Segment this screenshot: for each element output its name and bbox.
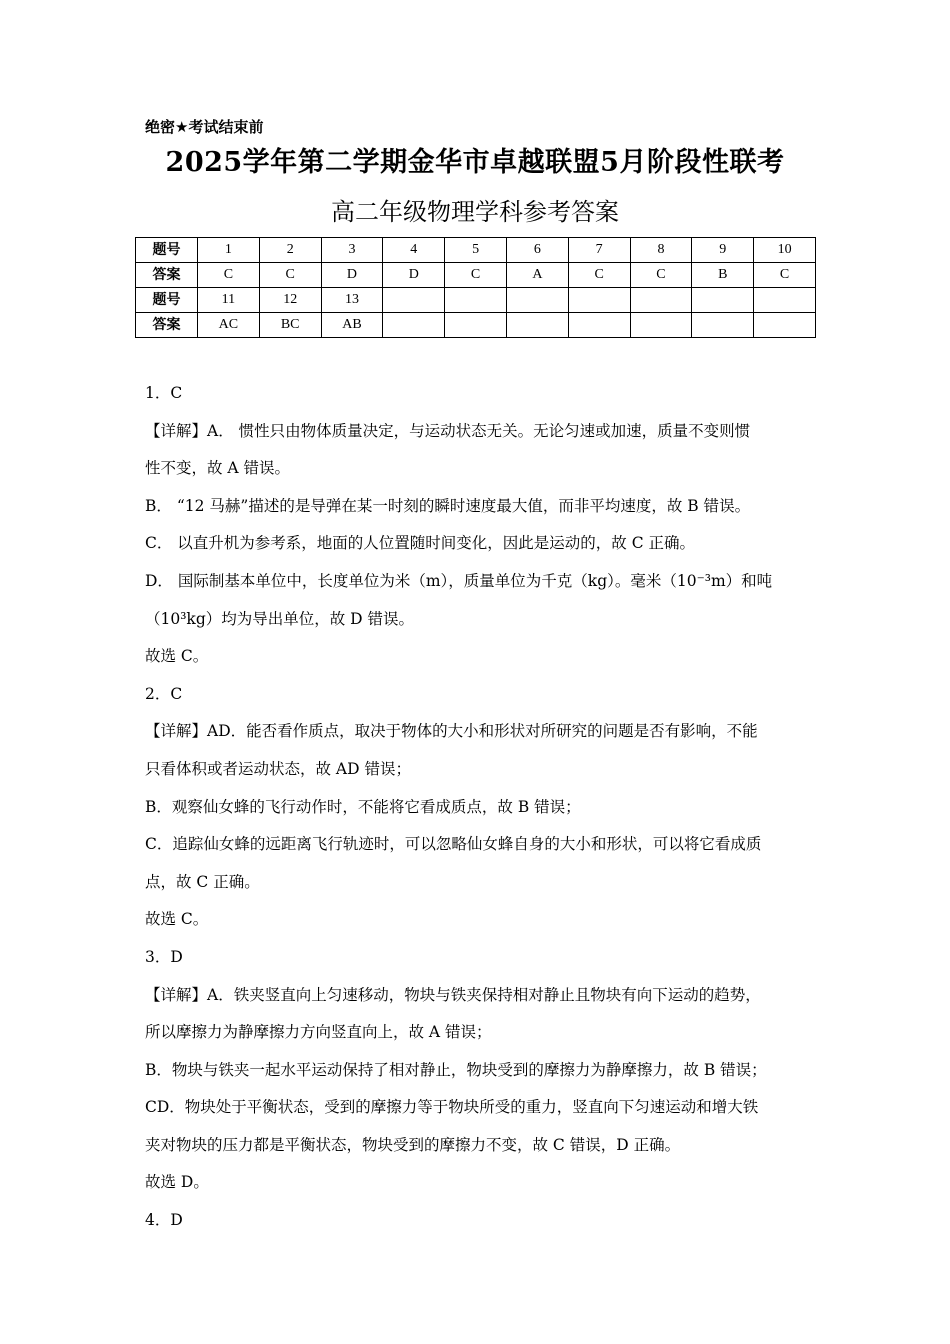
table-cell: C — [198, 263, 260, 288]
table-cell: 13 — [321, 288, 383, 313]
table-cell — [568, 288, 630, 313]
answer-row — [136, 263, 816, 288]
explanation-line: B． “12 马赫”描述的是导弹在某一时刻的瞬时速度最大值，而非平均速度，故 B 错误。 — [145, 496, 751, 515]
explanation-line: 【详解】A．铁夹竖直向上匀速移动，物块与铁夹保持相对静止且物块有向下运动的趋势， — [145, 985, 761, 1004]
row-header-cell: 题号 — [136, 288, 198, 313]
table-cell: 8 — [630, 238, 692, 263]
explanation-body — [145, 375, 807, 1240]
explanation-line: 性不变，故 A 错误。 — [145, 459, 291, 478]
table-cell: C — [754, 263, 816, 288]
secret-label: 绝密★考试结束前 — [145, 118, 264, 136]
explanation-line: 故选 C。 — [145, 910, 209, 929]
table-cell — [692, 313, 754, 338]
table-cell: 2 — [259, 238, 321, 263]
page-title: 2025学年第二学期金华市卓越联盟5月阶段性联考 — [165, 147, 785, 178]
table-cell: 6 — [506, 238, 568, 263]
explanation-line: C．追踪仙女蜂的远距离飞行轨迹时，可以忽略仙女蜂自身的大小和形状，可以将它看成质 — [145, 835, 762, 854]
explanation-line: 【详解】A． 惯性只由物体质量决定，与运动状态无关。无论匀速或加速，质量不变则惯 — [145, 421, 751, 440]
explanation-line: B．物块与铁夹一起水平运动保持了相对静止，物块受到的摩擦力为静摩擦力，故 B 错误； — [145, 1060, 767, 1079]
table-cell: 7 — [568, 238, 630, 263]
table-cell: C — [445, 263, 507, 288]
table-cell — [506, 288, 568, 313]
answer-table-body — [136, 238, 816, 338]
table-cell: BC — [259, 313, 321, 338]
table-cell — [383, 288, 445, 313]
row-header-cell: 答案 — [136, 263, 198, 288]
table-cell: B — [692, 263, 754, 288]
table-cell: 3 — [321, 238, 383, 263]
row-header-cell: 题号 — [136, 238, 198, 263]
table-cell: 5 — [445, 238, 507, 263]
explanation-line: 故选 C。 — [145, 647, 209, 666]
table-cell — [754, 288, 816, 313]
row-header-cell: 答案 — [136, 313, 198, 338]
explanation-line: 夹对物块的压力都是平衡状态，物块受到的摩擦力不变，故 C 错误，D 正确。 — [145, 1135, 681, 1154]
explanation-line: D． 国际制基本单位中，长度单位为米（m），质量单位为千克（kg）。毫米（10⁻³m）和吨 — [145, 571, 773, 590]
explanation-line: 2．C — [145, 684, 183, 703]
table-cell — [383, 313, 445, 338]
table-cell — [692, 288, 754, 313]
explanation-line: CD．物块处于平衡状态，受到的摩擦力等于物块所受的重力，竖直向下匀速运动和增大铁 — [145, 1098, 759, 1117]
explanation-line: 【详解】AD．能否看作质点，取决于物体的大小和形状对所研究的问题是否有影响，不能 — [145, 722, 758, 741]
explanation-line: 所以摩擦力为静摩擦力方向竖直向上，故 A 错误； — [145, 1023, 492, 1042]
table-cell — [445, 313, 507, 338]
explanation-line: 故选 D。 — [145, 1173, 209, 1192]
explanation-line: 点，故 C 正确。 — [145, 872, 260, 891]
table-cell: C — [630, 263, 692, 288]
explanation-line: （10³kg）均为导出单位，故 D 错误。 — [145, 609, 415, 628]
answer-row — [136, 313, 816, 338]
table-cell: 1 — [198, 238, 260, 263]
table-cell: 10 — [754, 238, 816, 263]
question-number-row — [136, 238, 816, 263]
question-number-row — [136, 288, 816, 313]
table-cell: AB — [321, 313, 383, 338]
table-cell: A — [506, 263, 568, 288]
table-cell — [630, 313, 692, 338]
explanation-line: 4．D — [145, 1211, 183, 1230]
table-cell: C — [568, 263, 630, 288]
explanation-line: 1．C — [145, 384, 183, 402]
table-cell — [445, 288, 507, 313]
explanation-line: C． 以直升机为参考系，地面的人位置随时间变化，因此是运动的，故 C 正确。 — [145, 534, 696, 553]
table-cell: 11 — [198, 288, 260, 313]
table-cell: 12 — [259, 288, 321, 313]
table-cell — [630, 288, 692, 313]
table-cell: AC — [198, 313, 260, 338]
table-cell — [754, 313, 816, 338]
table-cell: 9 — [692, 238, 754, 263]
table-cell: D — [321, 263, 383, 288]
page-subtitle: 高二年级物理学科参考答案 — [331, 198, 619, 226]
table-cell — [568, 313, 630, 338]
table-cell: D — [383, 263, 445, 288]
table-cell: 4 — [383, 238, 445, 263]
explanation-line: 3．D — [145, 947, 183, 966]
answer-table — [135, 237, 816, 338]
explanation-line: 只看体积或者运动状态，故 AD 错误； — [145, 759, 411, 778]
table-cell — [506, 313, 568, 338]
table-cell: C — [259, 263, 321, 288]
explanation-line: B．观察仙女蜂的飞行动作时，不能将它看成质点，故 B 错误； — [145, 797, 581, 816]
